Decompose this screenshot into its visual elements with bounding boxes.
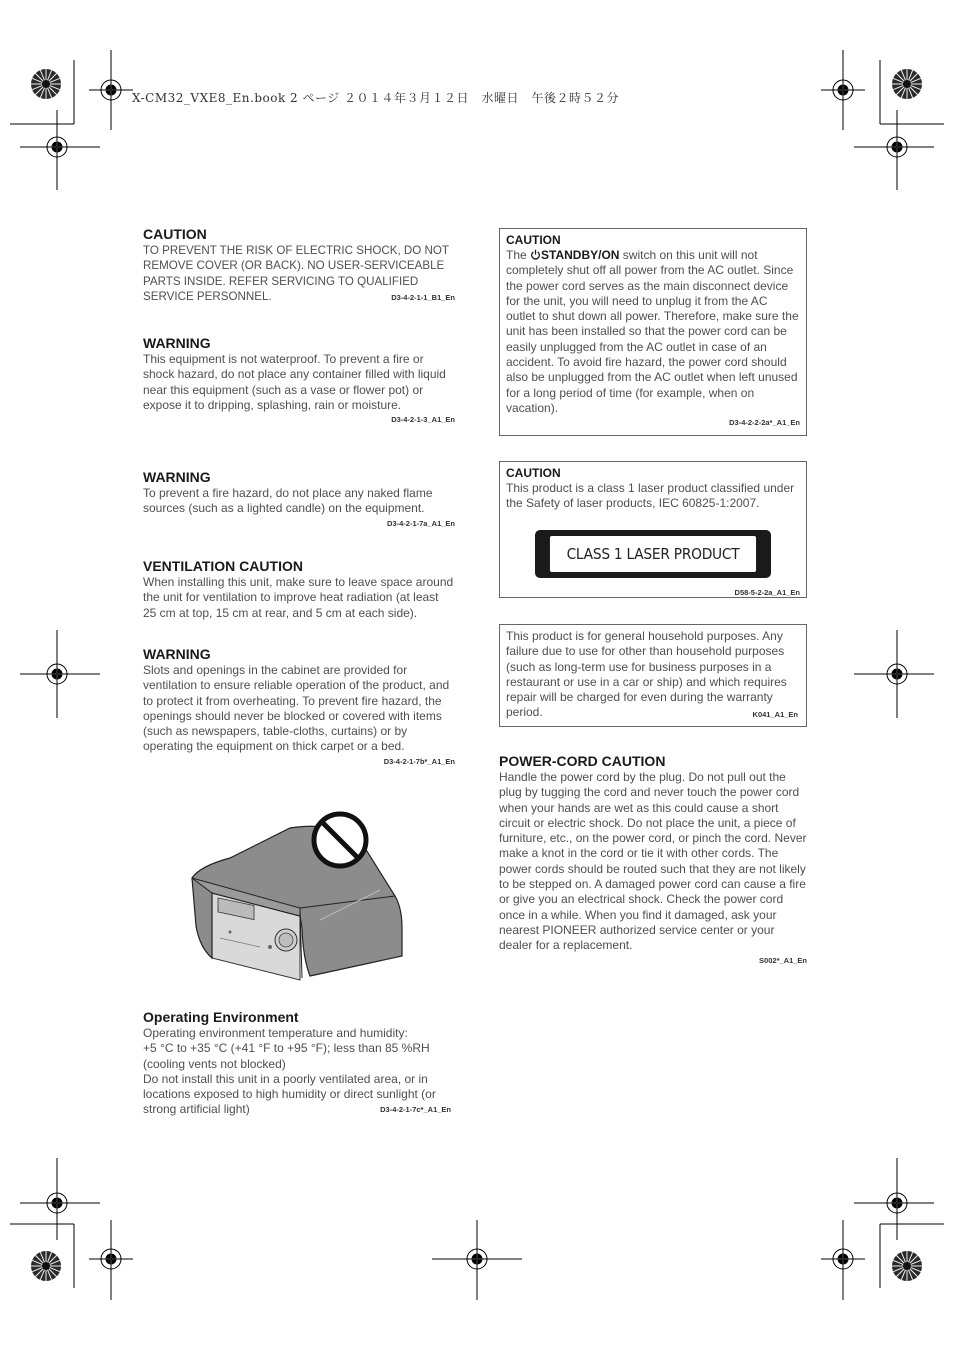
box-title: CAUTION xyxy=(506,466,561,480)
doc-code: D3-4-2-1-7a_A1_En xyxy=(387,518,455,528)
doc-code: D3-4-2-1-7c*_A1_En xyxy=(380,1104,451,1114)
operating-environment-section xyxy=(143,1009,451,1117)
ventilation-section xyxy=(143,558,455,621)
section-title: POWER-CORD CAUTION xyxy=(499,753,666,769)
color-sunburst-icon xyxy=(892,1251,922,1281)
warning-water-section xyxy=(143,335,455,424)
power-cord-section xyxy=(499,753,811,965)
laser-caution-box xyxy=(499,461,807,598)
warning-slots-section xyxy=(143,646,455,766)
section-title: CAUTION xyxy=(143,226,207,242)
section-body-line: Do not install this unit in a poorly ventilated area, or in locations exposed to high humidity or direct sunlight (or strong artificial light) xyxy=(143,1071,436,1117)
color-sunburst-icon xyxy=(892,69,922,99)
caution-section xyxy=(143,226,455,302)
household-notice-box xyxy=(499,624,807,727)
body-prefix: The xyxy=(506,248,531,262)
section-title: VENTILATION CAUTION xyxy=(143,558,303,574)
section-body: Handle the power cord by the plug. Do not pull out the plug by tugging the cord and never touch the power cord when your hands are wet as this could cause a short circuit or electric shock. Do not place the unit, a piece of furniture, etc., on the power cord, or pinch the cord. Never make a knot in the cord or tie it with other cords. The power cords should be routed such that they are not likely to be stepped on. A damaged power cord can cause a fire or give you an electrical shock. Check the power cord once in a while. When you find it damaged, ask your nearest PIONEER authorized service center or your dealer for a replacement. xyxy=(499,770,807,953)
laser-label-text: CLASS 1 LASER PRODUCT xyxy=(550,536,756,572)
prohibition-icon xyxy=(314,814,366,866)
print-header: X-CM32_VXE8_En.book 2 ページ ２０１４年３月１２日 水曜日 午後２時５２分 xyxy=(132,91,620,105)
doc-code: D3-4-2-1-7b*_A1_En xyxy=(383,756,455,766)
section-body: When installing this unit, make sure to leave space around the unit for ventilation to improve heat radiation (at least 25 cm at top, 15 cm at rear, and 5 cm at each side). xyxy=(143,575,454,620)
laser-label xyxy=(535,530,771,578)
standby-switch-label: STANDBY/ON xyxy=(541,248,620,262)
box-body: This product is for general household purposes. Any failure due to use for other than household purposes (such as long-term use for business purposes in a restaurant or use in a car or ship) and which requires repair will be charged for even during the warranty period. xyxy=(506,629,787,720)
standby-caution-box xyxy=(499,228,807,436)
warning-flame-section xyxy=(143,469,455,528)
box-title: CAUTION xyxy=(506,233,561,247)
section-body: To prevent a fire hazard, do not place any naked flame sources (such as a lighted candle) on the equipment. xyxy=(143,486,433,516)
color-sunburst-icon xyxy=(31,69,61,99)
doc-code: S002*_A1_En xyxy=(759,955,807,965)
box-body xyxy=(506,248,800,416)
doc-code: D3-4-2-1-1_B1_En xyxy=(391,293,455,303)
section-title: Operating Environment xyxy=(143,1009,299,1025)
section-body: Slots and openings in the cabinet are provided for ventilation to ensure reliable operation of the product, and to protect it from overheating. To prevent fire hazard, the openings should never be blocked or covered with items (such as newspapers, table-cloths, curtains) or by operating the equipment on thick carpet or a bed. xyxy=(143,663,450,754)
box-body: This product is a class 1 laser product classified under the Safety of laser products, IEC 60825-1:2007. xyxy=(506,481,795,511)
color-sunburst-icon xyxy=(31,1251,61,1281)
power-standby-icon xyxy=(530,249,541,260)
section-body: TO PREVENT THE RISK OF ELECTRIC SHOCK, DO NOT REMOVE COVER (OR BACK). NO USER-SERVICEABLE PARTS INSIDE. REFER SERVICING TO QUALIFIED SERVICE PERSONNEL. xyxy=(143,244,449,303)
doc-code: D3-4-2-2-2a*_A1_En xyxy=(729,418,800,428)
section-body-line: Operating environment temperature and humidity: xyxy=(143,1026,408,1040)
section-body-line: +5 °C to +35 °C (+41 °F to +95 °F); less than 85 %RH (cooling vents not blocked) xyxy=(143,1041,430,1071)
doc-code: K041_A1_En xyxy=(752,710,798,719)
doc-code: D3-4-2-1-3_A1_En xyxy=(391,415,455,425)
section-title: WARNING xyxy=(143,646,211,662)
section-title: WARNING xyxy=(143,335,211,351)
section-title: WARNING xyxy=(143,469,211,485)
body-text: switch on this unit will not completely shut off all power from the AC outlet. Since the power cord serves as the main disconnect device for the unit, you will need to unplug it from the AC outlet to shut down all power. Therefore, make sure the unit has been installed so that the power cord can be easily unplugged from the AC outlet in case of an accident. To avoid fire hazard, the power cord should also be unplugged from the AC outlet when left unused for a long period of time (for example, when on vacation). xyxy=(506,248,799,415)
section-body: This equipment is not waterproof. To prevent a fire or shock hazard, do not place any container filled with liquid near this equipment (such as a vase or flower pot) or expose it to dripping, splashing, rain or moisture. xyxy=(143,352,446,412)
covered-unit-illustration xyxy=(190,808,404,983)
doc-code: D58-5-2-2a_A1_En xyxy=(734,587,800,597)
